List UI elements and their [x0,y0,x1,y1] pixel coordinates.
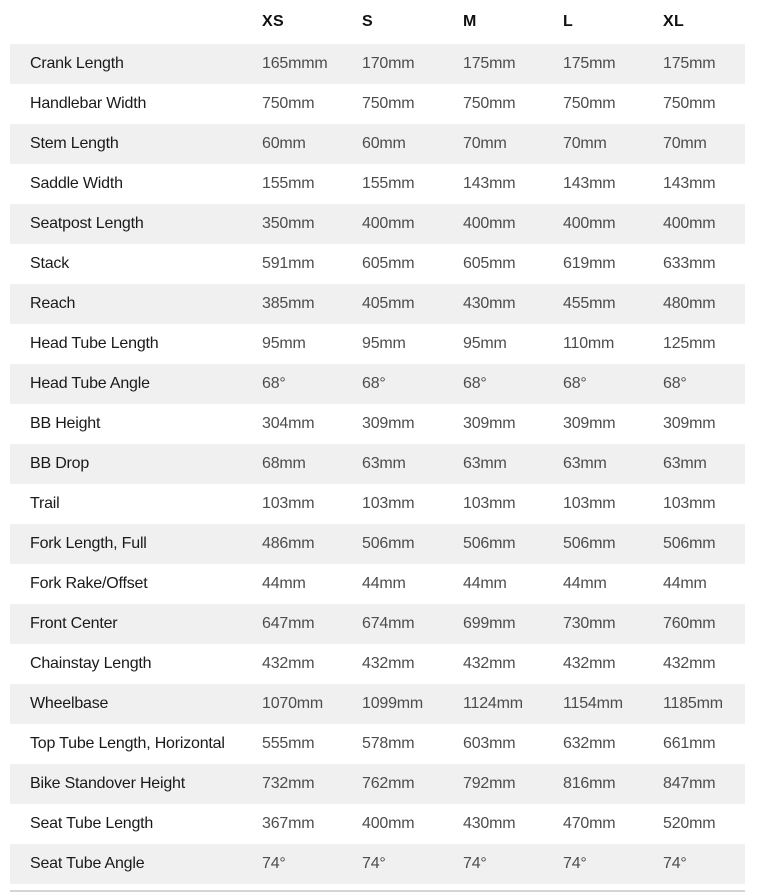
value-cell: 699mm [463,615,516,632]
value-cell: 430mm [463,295,516,312]
value-cell: 486mm [262,535,315,552]
value-cell: 309mm [663,415,716,432]
value-cell: 68° [563,375,587,392]
value-cell: 750mm [463,95,516,112]
value-cell: 103mm [663,495,716,512]
value-cell: 400mm [362,815,415,832]
row-label: Crank Length [30,55,124,72]
table-row [10,284,745,324]
row-label: Stem Length [30,135,119,152]
value-cell: 44mm [463,575,507,592]
value-cell: 95mm [262,335,306,352]
value-cell: 632mm [563,735,616,752]
value-cell: 165mmm [262,55,328,72]
geometry-table [10,0,745,892]
value-cell: 44mm [663,575,707,592]
value-cell: 103mm [563,495,616,512]
value-cell: 175mm [663,55,716,72]
value-cell: 44mm [563,575,607,592]
row-label: Reach [30,295,76,312]
column-header-xs: XS [262,13,284,30]
value-cell: 405mm [362,295,415,312]
size-header-row [10,0,745,44]
value-cell: 70mm [663,135,707,152]
column-header-s: S [362,13,373,30]
row-label: BB Drop [30,455,90,472]
value-cell: 470mm [563,815,616,832]
value-cell: 432mm [663,655,716,672]
value-cell: 309mm [563,415,616,432]
value-cell: 143mm [463,175,516,192]
value-cell: 1099mm [362,695,424,712]
table-row [10,564,745,604]
table-row [10,444,745,484]
value-cell: 619mm [563,255,616,272]
row-label: Top Tube Length, Horizontal [30,735,225,752]
table-row [10,644,745,684]
row-label: Bike Standover Height [30,775,186,792]
column-header-m: M [463,13,477,30]
table-row [10,484,745,524]
value-cell: 750mm [262,95,315,112]
value-cell: 74° [262,855,286,872]
value-cell: 68mm [262,455,306,472]
value-cell: 792mm [463,775,516,792]
value-cell: 155mm [262,175,315,192]
value-cell: 44mm [362,575,406,592]
value-cell: 760mm [663,615,716,632]
value-cell: 70mm [563,135,607,152]
row-label: Stack [30,255,70,272]
value-cell: 603mm [463,735,516,752]
value-cell: 68° [262,375,286,392]
value-cell: 1070mm [262,695,324,712]
value-cell: 400mm [362,215,415,232]
value-cell: 309mm [463,415,516,432]
value-cell: 750mm [563,95,616,112]
value-cell: 847mm [663,775,716,792]
value-cell: 432mm [463,655,516,672]
table-row [10,684,745,724]
row-label: Trail [30,495,60,512]
table-row [10,124,745,164]
table-row [10,404,745,444]
value-cell: 432mm [563,655,616,672]
value-cell: 95mm [463,335,507,352]
value-cell: 633mm [663,255,716,272]
value-cell: 170mm [362,55,415,72]
value-cell: 95mm [362,335,406,352]
value-cell: 103mm [262,495,315,512]
table-row [10,724,745,764]
value-cell: 60mm [362,135,406,152]
table-row [10,164,745,204]
value-cell: 74° [463,855,487,872]
value-cell: 506mm [563,535,616,552]
row-label: Saddle Width [30,175,123,192]
value-cell: 367mm [262,815,315,832]
value-cell: 430mm [463,815,516,832]
row-label: Wheelbase [30,695,109,712]
row-label: BB Height [30,415,101,432]
table-row [10,364,745,404]
value-cell: 455mm [563,295,616,312]
value-cell: 732mm [262,775,315,792]
row-label: Seat Tube Length [30,815,154,832]
value-cell: 175mm [463,55,516,72]
value-cell: 103mm [463,495,516,512]
value-cell: 432mm [362,655,415,672]
value-cell: 60mm [262,135,306,152]
value-cell: 578mm [362,735,415,752]
value-cell: 661mm [663,735,716,752]
value-cell: 350mm [262,215,315,232]
value-cell: 647mm [262,615,315,632]
value-cell: 68° [463,375,487,392]
value-cell: 506mm [362,535,415,552]
value-cell: 400mm [563,215,616,232]
value-cell: 400mm [463,215,516,232]
value-cell: 1185mm [663,695,723,712]
value-cell: 44mm [262,575,306,592]
value-cell: 63mm [563,455,607,472]
value-cell: 385mm [262,295,315,312]
value-cell: 103mm [362,495,415,512]
table-row [10,204,745,244]
table-row [10,604,745,644]
value-cell: 143mm [563,175,616,192]
value-cell: 750mm [663,95,716,112]
value-cell: 1124mm [463,695,523,712]
row-label: Head Tube Length [30,335,159,352]
row-label: Fork Rake/Offset [30,575,148,592]
value-cell: 63mm [663,455,707,472]
value-cell: 555mm [262,735,315,752]
value-cell: 1154mm [563,695,623,712]
row-label: Front Center [30,615,118,632]
value-cell: 110mm [563,335,615,352]
value-cell: 480mm [663,295,716,312]
value-cell: 730mm [563,615,616,632]
value-cell: 400mm [663,215,716,232]
row-label: Chainstay Length [30,655,152,672]
value-cell: 816mm [563,775,616,792]
value-cell: 175mm [563,55,616,72]
value-cell: 155mm [362,175,415,192]
value-cell: 304mm [262,415,315,432]
value-cell: 432mm [262,655,315,672]
value-cell: 605mm [362,255,415,272]
column-header-xl: XL [663,13,685,30]
table-row [10,524,745,564]
row-label: Seatpost Length [30,215,144,232]
table-row [10,804,745,844]
value-cell: 750mm [362,95,415,112]
value-cell: 70mm [463,135,507,152]
value-cell: 674mm [362,615,415,632]
value-cell: 74° [362,855,386,872]
value-cell: 143mm [663,175,716,192]
table-row [10,764,745,804]
value-cell: 762mm [362,775,415,792]
column-header-l: L [563,13,574,30]
table-row [10,324,745,364]
value-cell: 309mm [362,415,415,432]
value-cell: 591mm [262,255,315,272]
value-cell: 68° [362,375,386,392]
table-row [10,244,745,284]
table-row [10,44,745,84]
value-cell: 506mm [663,535,716,552]
value-cell: 506mm [463,535,516,552]
row-label: Seat Tube Angle [30,855,145,872]
row-label: Head Tube Angle [30,375,150,392]
table-row [10,84,745,124]
value-cell: 125mm [663,335,716,352]
value-cell: 74° [663,855,687,872]
value-cell: 74° [563,855,587,872]
value-cell: 520mm [663,815,716,832]
value-cell: 605mm [463,255,516,272]
value-cell: 63mm [362,455,406,472]
value-cell: 63mm [463,455,507,472]
value-cell: 68° [663,375,687,392]
table-body [10,44,745,884]
row-label: Handlebar Width [30,95,147,112]
row-label: Fork Length, Full [30,535,147,552]
table-row [10,844,745,884]
